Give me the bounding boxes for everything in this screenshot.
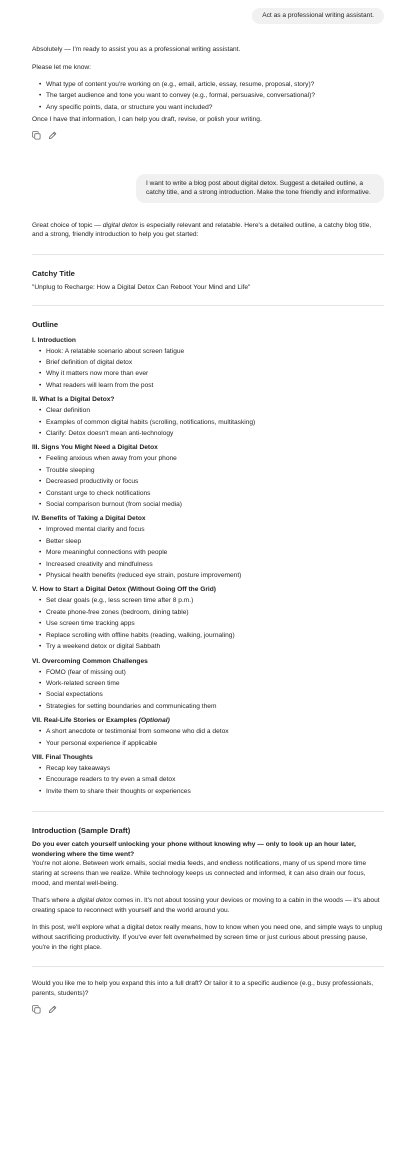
list-item: • A short anecdote or testimonial from someone who did a detox: [46, 726, 384, 737]
list-item: • Improved mental clarity and focus: [46, 524, 384, 535]
outline-section-heading: III. Signs You Might Need a Digital Detox: [32, 444, 158, 452]
outline-items: [32, 763, 384, 797]
text-run: Great choice of topic —: [32, 221, 103, 229]
outline-section: [32, 514, 384, 581]
outline-section: [32, 585, 384, 652]
list-item: • Feeling anxious when away from your phone: [46, 453, 384, 464]
section-heading: Catchy Title: [32, 268, 75, 278]
list-item: • Use screen time tracking apps: [46, 618, 384, 629]
assistant-text: Please let me know:: [32, 64, 92, 72]
list-item: • Hook: A relatable scenario about screen fatigue: [46, 346, 384, 357]
blog-title: "Unplug to Recharge: How a Digital Detox Can Reboot Your Mind and Life": [32, 283, 251, 291]
list-item: • Increased creativity and mindfulness: [46, 559, 384, 570]
list-item: • Clarify: Detox doesn't mean anti-technology: [46, 428, 384, 439]
draft-paragraph: [32, 896, 384, 915]
outline-section-heading: II. What Is a Digital Detox?: [32, 396, 115, 404]
divider: [32, 966, 384, 967]
list-item: • Your personal experience if applicable: [46, 738, 384, 749]
user-message-row: [32, 8, 384, 24]
assistant-bullet-list: [32, 79, 384, 113]
message-actions: [32, 1004, 384, 1014]
list-item: • Any specific points, data, or structure you want included?: [46, 102, 384, 113]
divider: [32, 254, 384, 255]
outline-section: [32, 657, 384, 713]
heading-text: VII. Real-Life Stories or Examples: [32, 717, 139, 725]
outline-section-heading: I. Introduction: [32, 336, 76, 344]
list-item: • Clear definition: [46, 405, 384, 416]
list-item: • Constant urge to check notifications: [46, 488, 384, 499]
copy-icon[interactable]: [32, 131, 41, 140]
outline-section-heading: IV. Benefits of Taking a Digital Detox: [32, 515, 146, 523]
user-message-bubble: [136, 174, 384, 203]
outline-items: [32, 667, 384, 713]
list-item: • Strategies for setting boundaries and communicating them: [46, 701, 384, 712]
assistant-text: Once I have that information, I can help you draft, revise, or polish your writing.: [32, 116, 262, 123]
list-item: • FOMO (fear of missing out): [46, 667, 384, 678]
outline-section-heading: VI. Overcoming Common Challenges: [32, 657, 148, 665]
list-item: • Social comparison burnout (from social media): [46, 499, 384, 510]
assistant-message: [32, 45, 384, 141]
list-item: • What type of content you're working on (e.g., email, article, essay, resume, proposal, story)?: [46, 79, 384, 90]
list-item: • Replace scrolling with offline habits (reading, walking, journaling): [46, 630, 384, 641]
user-message-text: Act as a professional writing assistant.: [262, 12, 374, 19]
edit-icon[interactable]: [48, 131, 57, 140]
list-item: • Social expectations: [46, 689, 384, 700]
text-run: is especially relevant and relatable. Here's a detailed outline, a catchy blog title, and a strong, friendly introduction to help you get started:: [32, 221, 372, 239]
section-heading: Outline: [32, 319, 59, 329]
outline-items: [32, 405, 384, 439]
outline-section-heading: VIII. Final Thoughts: [32, 753, 93, 761]
assistant-text: [32, 221, 384, 240]
list-item: • The target audience and tone you want to convey (e.g., formal, persuasive, conversational)?: [46, 90, 384, 101]
outline-section: [32, 753, 384, 797]
list-item: • More meaningful connections with people: [46, 547, 384, 558]
outline-items: [32, 595, 384, 652]
list-item: • Create phone-free zones (bedroom, dining table): [46, 607, 384, 618]
assistant-followup: Would you like me to help you expand this into a full draft? Or tailor it to a specific audience (e.g., busy professionals, parents, students)?: [32, 980, 374, 997]
text-run: comes in. It's not about tossing your devices or moving to a cabin in the woods — it's about creating space to reconnect with yourself and the world around you.: [32, 897, 380, 914]
list-item: • Trouble sleeping: [46, 465, 384, 476]
list-item: • What readers will learn from the post: [46, 380, 384, 391]
list-item: • Brief definition of digital detox: [46, 357, 384, 368]
outline-section: [32, 395, 384, 439]
heading-emphasis: (Optional): [138, 717, 170, 725]
assistant-message: [32, 221, 384, 1015]
draft-paragraph: You're not alone. Between work emails, social media feeds, and endless notifications, many of us spend more time staring at screens than we realize. While technology keeps us connected and informed, it can also drain our focus, mood, and mental well-being.: [32, 860, 367, 887]
user-message-text: I want to write a blog post about digital detox. Suggest a detailed outline, a catchy title, and a strong introduction. Make the tone friendly and informative.: [146, 179, 371, 197]
list-item: • Set clear goals (e.g., less screen time after 8 p.m.): [46, 595, 384, 606]
list-item: • Physical health benefits (reduced eye strain, posture improvement): [46, 570, 384, 581]
copy-icon[interactable]: [32, 1005, 41, 1014]
outline-section: [32, 443, 384, 510]
list-item: • Try a weekend detox or digital Sabbath: [46, 641, 384, 652]
assistant-text: Absolutely — I'm ready to assist you as a professional writing assistant.: [32, 45, 241, 53]
list-item: • Work-related screen time: [46, 678, 384, 689]
outline-section: [32, 716, 384, 749]
list-item: • Better sleep: [46, 536, 384, 547]
list-item: • Decreased productivity or focus: [46, 476, 384, 487]
list-item: • Why it matters now more than ever: [46, 368, 384, 379]
divider: [32, 305, 384, 306]
user-message-row: [32, 174, 384, 203]
draft-paragraph: In this post, we'll explore what a digital detox really means, how to know when you need one, and simple ways to unplug without sacrificing productivity. If you've ever felt overwhelmed by screen time or just curious about pressing pause, you're in the right place.: [32, 924, 383, 951]
text-emphasis: digital detox: [102, 221, 138, 229]
text-run: That's where a: [32, 897, 77, 905]
outline-section: [32, 336, 384, 392]
list-item: • Examples of common digital habits (scrolling, notifications, multitasking): [46, 417, 384, 428]
section-heading: Introduction (Sample Draft): [32, 826, 131, 836]
draft-hook: Do you ever catch yourself unlocking your phone without knowing why — only to look up an hour later, wondering where the time went?: [32, 841, 356, 858]
user-message-bubble: [252, 8, 384, 24]
message-actions: [32, 131, 384, 141]
list-item: • Invite them to share their thoughts or experiences: [46, 786, 384, 797]
edit-icon[interactable]: [48, 1005, 57, 1014]
outline-items: [32, 346, 384, 392]
divider: [32, 811, 384, 812]
outline-items: [32, 726, 384, 749]
list-item: • Recap key takeaways: [46, 763, 384, 774]
list-item: • Encourage readers to try even a small detox: [46, 774, 384, 785]
text-emphasis: digital detox: [76, 897, 113, 905]
outline-section-heading: V. How to Start a Digital Detox (Without Going Off the Grid): [32, 586, 216, 594]
outline-items: [32, 524, 384, 581]
outline-section-heading: [32, 716, 384, 726]
outline-items: [32, 453, 384, 510]
outline: [32, 336, 384, 798]
